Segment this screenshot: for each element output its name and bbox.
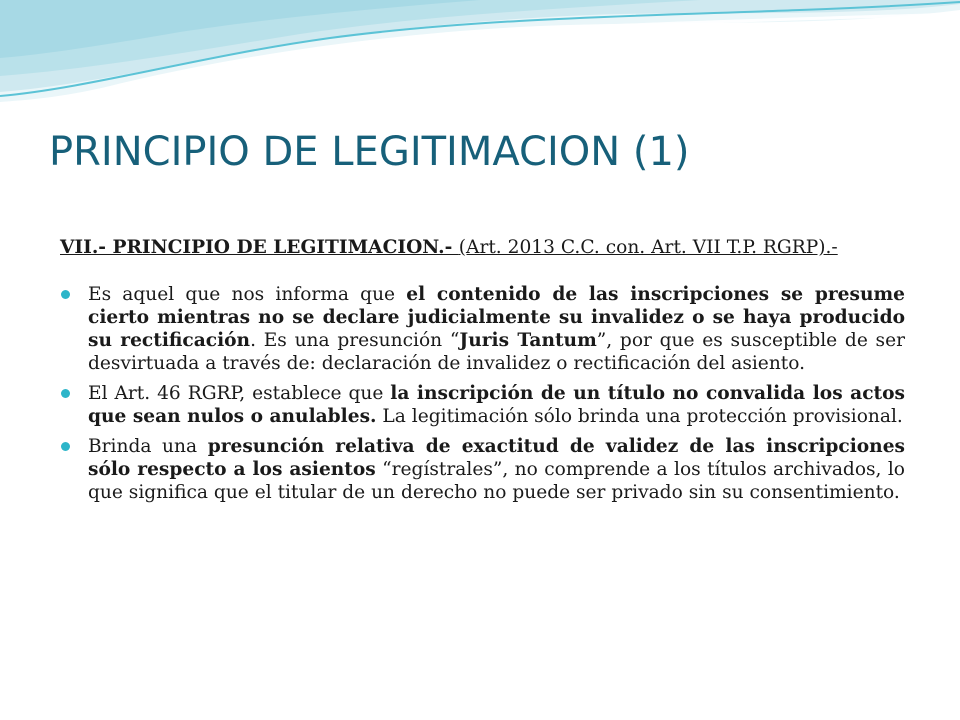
bullet-bold-text: el contenido de las inscripciones se presume cierto mientras no se declare judicialmente su invalidez o se haya producido su rectificación [88,284,905,351]
bullet-dot-icon [61,389,70,398]
heading-regular-part: (Art. 2013 C.C. con. Art. VII T.P. RGRP).- [458,237,838,258]
bullet-dot-icon [61,442,70,451]
bullet-list [60,283,905,504]
decorative-wave-header [0,0,960,110]
bullet-item [60,382,905,428]
bullet-text: ”, por que es susceptible de ser desvirtuada a través de: declaración de invalidez o rectificación del asiento. [88,330,905,374]
bullet-text: “regístrales”, no comprende a los títulos archivados, lo que significa que el titular de un derecho no puede ser privado sin su consentimiento. [88,459,905,503]
bullet-text: . Es una presunción “ [250,330,460,351]
heading-bold-part: VII.- PRINCIPIO DE LEGITIMACION.- [60,237,459,258]
bullet-bold-text: Juris Tantum [459,330,597,351]
bullet-item [60,435,905,504]
bullet-text: Es aquel que nos informa que [88,284,407,305]
bullet-dot-icon [61,290,70,299]
bullet-bold-text: presunción relativa de exactitud de validez de las inscripciones sólo respecto a los asientos [88,436,905,480]
bullet-bold-text: la inscripción de un título no convalida los actos que sean nulos o anulables. [88,383,905,427]
bullet-text: La legitimación sólo brinda una protección provisional. [376,406,903,427]
slide-title: PRINCIPIO DE LEGITIMACION (1) [49,129,690,175]
bullet-text: Brinda una [88,436,208,457]
slide-body [60,236,905,511]
bullet-text: El Art. 46 RGRP, establece que [88,383,391,404]
section-heading [60,236,905,259]
bullet-item [60,283,905,375]
